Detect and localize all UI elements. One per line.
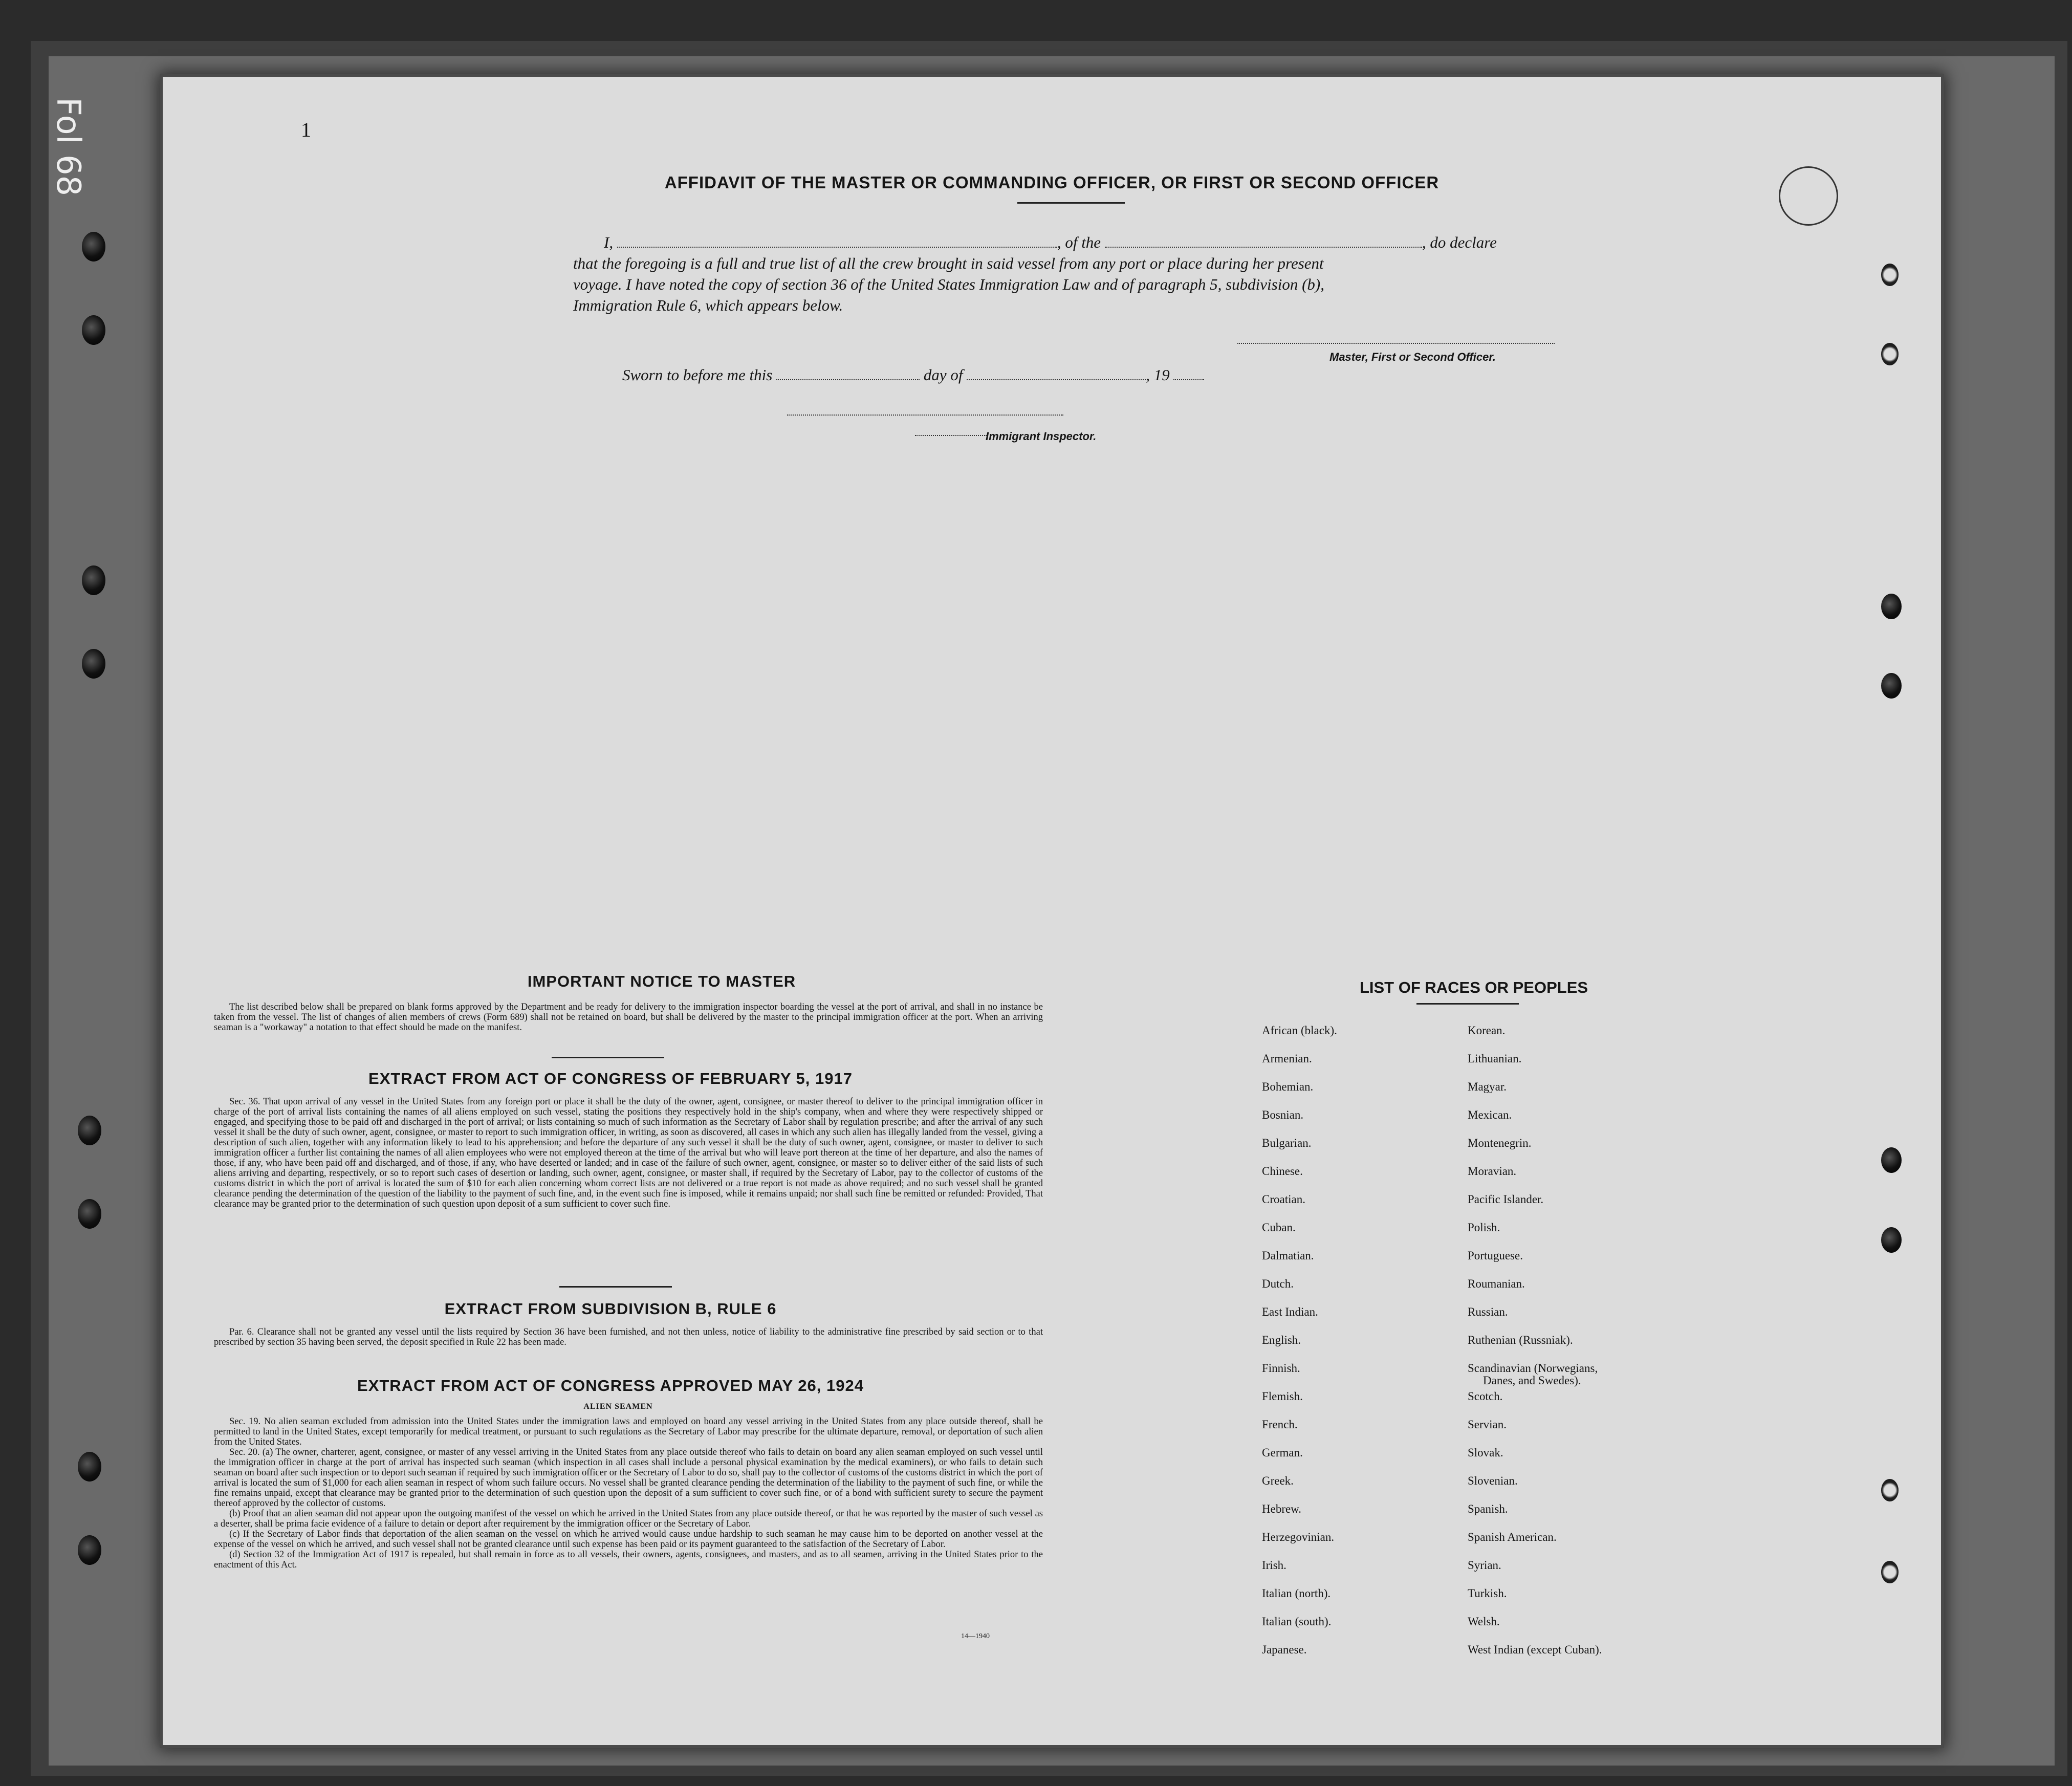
year-label: , 19: [1146, 366, 1170, 384]
print-code: 14—1940: [961, 1632, 990, 1640]
vessel-name-field[interactable]: [1105, 247, 1422, 248]
race-item: Italian (north).: [1262, 1587, 1331, 1600]
binder-hole: [78, 1199, 101, 1229]
notice-title: IMPORTANT NOTICE TO MASTER: [527, 972, 796, 990]
race-item: East Indian.: [1262, 1305, 1318, 1318]
race-item: Dalmatian.: [1262, 1249, 1314, 1262]
sworn-month-field[interactable]: [967, 379, 1146, 380]
race-item: Japanese.: [1262, 1643, 1307, 1656]
race-item: Dutch.: [1262, 1277, 1294, 1290]
race-item: Pacific Islander.: [1468, 1193, 1544, 1206]
binder-hole: [1881, 264, 1899, 286]
binder-hole: [78, 1535, 101, 1565]
race-item: Magyar.: [1468, 1080, 1507, 1093]
affidavit-title: AFFIDAVIT OF THE MASTER OR COMMANDING OFFICER, OR FIRST OR SECOND OFFICER: [664, 173, 1440, 192]
race-item: Ruthenian (Russniak).: [1468, 1334, 1573, 1346]
extract-1924-body: Sec. 19. No alien seaman excluded from admission into the United States under the immigration laws and employed on board any vessel arriving in the United States from any place outside thereof, shall be permitted to land in the United States, except temporarily for medical treatment, or pursuant to such regulations as the Secretary of Labor may prescribe for the ultimate departure, removal, or deportation of such alien from the United States. Sec. 20. (a) The owner, charterer, agent, consignee, or master of any vessel arriving in the United States from any place outside thereof who fails to detain on board any alien seaman employed on such vessel until the immigration officer in charge at the port of arrival has inspected such seaman (which inspection in all cases shall include a personal physical examination by the medical examiners), or who fails to detain such seaman on board after such inspection or to deport such seaman if required by such immigration officer or the Secretary of Labor to do so, shall pay to the collector of customs of the customs district in which the port of arrival is located the sum of $1,000 for each alien seaman in respect of whom such failure occurs. No vessel shall be granted clearance pending the determination of the liability to the payment of such fine, or while the fine remains unpaid, except that clearance may be granted prior to the determination of such question upon the deposit of a sum sufficient to cover such fine, or of a bond with sufficient surety to secure the payment thereof approved by the collector of customs. (b) Proof that an alien seaman did not appear upon the outgoing manifest of the vessel on which he arrived in the United States from any place outside thereof, or that he was reported by the master of such vessel as a deserter, shall be prima facie evidence of a failure to detain or deport after requirement by the immigration officer or the Secretary of Labor. (c) If the Secretary of Labor finds that deportation of the alien seaman on the vessel on which he arrived would cause undue hardship to such seaman he may cause him to be deported on another vessel at the expense of the vessel on which he arrived, and such vessel shall not be granted clearance until such expense has been paid or its payment guaranteed to the satisfaction of the Secretary of Labor. (d) Section 32 of the Immigration Act of 1917 is repealed, but shall remain in force as to all vessels, their owners, agents, consignees, and masters, and as to all seamen, arriving in the United States prior to the enactment of this Act.: [214, 1417, 1043, 1570]
race-item: Italian (south).: [1262, 1615, 1332, 1628]
race-item: Bulgarian.: [1262, 1137, 1312, 1149]
races-right-column: [1468, 1025, 1724, 1741]
race-item: Korean.: [1468, 1024, 1506, 1037]
race-item: Mexican.: [1468, 1108, 1512, 1121]
binder-hole: [82, 315, 105, 345]
inspector-signature-field[interactable]: [787, 415, 1063, 416]
day-of-label: day of: [923, 366, 963, 384]
sworn-line: [622, 366, 1204, 384]
sworn-year-field[interactable]: [1173, 379, 1204, 380]
binder-hole: [1881, 594, 1902, 619]
notice-rule: [552, 1057, 664, 1058]
affidavit-line-3: voyage. I have noted the copy of section 36 of the United States Immigration Law and of paragraph 5, subdivision (b),: [573, 275, 1324, 293]
race-item: Chinese.: [1262, 1165, 1303, 1178]
binder-hole: [1881, 1147, 1902, 1173]
race-item: Hebrew.: [1262, 1502, 1302, 1515]
extract-1917-title: EXTRACT FROM ACT OF CONGRESS OF FEBRUARY 5, 1917: [368, 1070, 853, 1087]
race-item: Cuban.: [1262, 1221, 1296, 1234]
binder-hole: [1881, 343, 1899, 365]
binder-hole: [82, 565, 105, 595]
binder-hole: [1881, 1479, 1899, 1501]
officer-signature-field[interactable]: [1237, 343, 1555, 344]
race-item: Welsh.: [1468, 1615, 1500, 1628]
race-item: Greek.: [1262, 1474, 1294, 1487]
vessel-label: , of the: [1057, 233, 1101, 251]
race-item: Herzegovinian.: [1262, 1531, 1335, 1543]
binder-hole: [82, 649, 105, 679]
sworn-label: Sworn to before me this: [622, 366, 773, 384]
notice-body: The list described below shall be prepared on blank forms approved by the Department and be ready for delivery to the immigration inspector boarding the vessel at the port of arrival, and shall in no instance be taken from the vessel. The list of changes of alien members of crews (Form 689) shall not be retained on board, but shall be delivered by the master to the principal immigration officer at the port. When an arriving seaman is a "workaway" a notation to that effect should be made on the manifest.: [214, 1002, 1043, 1033]
race-item: Slovak.: [1468, 1446, 1503, 1459]
race-item: French.: [1262, 1418, 1298, 1431]
race-item: Armenian.: [1262, 1052, 1312, 1065]
race-item: Croatian.: [1262, 1193, 1305, 1206]
extract-1917-body: Sec. 36. That upon arrival of any vessel in the United States from any foreign port or place it shall be the duty of the owner, agent, consignee, or master thereof to deliver to the principal immigration officer in charge of the port of arrival lists containing the names of all aliens employed on such vessel, stating the positions they respectively hold in the ship's company, when and where they were respectively shipped or engaged, and specifying those to be paid off and discharged in the port of arrival; or lists containing so much of such information as the Secretary of Labor shall by regulation prescribe; and after the arrival of any such vessel it shall be the duty of such owner, agent, consignee, or master to report to such immigration officer, in writing, as soon as discovered, all cases in which any such alien has illegally landed from the vessel, giving a description of such alien, together with any information likely to lead to his apprehension; and before the departure of any such vessel it shall be the duty of such owner, agent, consignee, or master to deliver to such immigration officer a further list containing the names of all alien employees who were not employed thereon at the time of the arrival but who will leave port thereon at the time of her departure, and also the names of those, if any, who have been paid off and discharged, and of those, if any, who have deserted or landed; and in case of the failure of such owner, agent, consignee, or master so to deliver either of the said lists of such aliens arriving and departing, respectively, or so to report such cases of desertion or landing, such owner, agent, consignee, or master shall, if required by the Secretary of Labor, pay to the collector of customs of the customs district in which the port of arrival is located the sum of $10 for each alien concerning whom correct lists are not delivered or a true report is not made as above required; and no such vessel shall be granted clearance pending the determination of the question of the liability to the payment of such fine, and, in the event such fine is imposed, while it remains unpaid; nor shall such fine be remitted or refunded: Provided, That clearance may be granted prior to the determination of such question upon deposit of a sum sufficient to cover such fine.: [214, 1097, 1043, 1209]
race-item: Turkish.: [1468, 1587, 1507, 1600]
binder-hole: [1881, 1561, 1899, 1583]
race-item: Syrian.: [1468, 1559, 1501, 1572]
race-item: Spanish American.: [1468, 1531, 1557, 1543]
affidavit-line-4: Immigration Rule 6, which appears below.: [573, 296, 843, 314]
race-item: West Indian (except Cuban).: [1468, 1643, 1602, 1656]
race-item: Servian.: [1468, 1418, 1507, 1431]
binder-hole: [82, 232, 105, 262]
race-item: Lithuanian.: [1468, 1052, 1522, 1065]
race-item: Moravian.: [1468, 1165, 1517, 1178]
race-item: Roumanian.: [1468, 1277, 1525, 1290]
binder-hole: [1881, 673, 1902, 699]
race-item: Bohemian.: [1262, 1080, 1314, 1093]
race-item: Bosnian.: [1262, 1108, 1304, 1121]
inspector-signature-field-2[interactable]: [915, 435, 987, 436]
race-item: Spanish.: [1468, 1502, 1508, 1515]
inspector-label: Immigrant Inspector.: [986, 430, 1097, 443]
declare-label: , do declare: [1422, 233, 1497, 251]
extract-1924-subtitle: ALIEN SEAMEN: [583, 1402, 653, 1411]
races-rule: [1416, 1003, 1519, 1005]
extract-1924-title: EXTRACT FROM ACT OF CONGRESS APPROVED MAY 26, 1924: [357, 1377, 864, 1395]
races-title: LIST OF RACES OR PEOPLES: [1359, 978, 1588, 996]
race-item: Irish.: [1262, 1559, 1286, 1572]
race-item: African (black).: [1262, 1024, 1337, 1037]
margin-note: Fol 68: [49, 97, 87, 197]
declarant-label: I,: [604, 233, 614, 251]
affidavit-text: [573, 232, 1561, 316]
title-rule: [1017, 202, 1125, 204]
manifest-page: [163, 77, 1941, 1745]
form-number: 1: [301, 118, 311, 141]
race-item: Polish.: [1468, 1221, 1500, 1234]
race-item: German.: [1262, 1446, 1303, 1459]
declarant-name-field[interactable]: [617, 247, 1057, 248]
race-item: English.: [1262, 1334, 1301, 1346]
race-item: Flemish.: [1262, 1390, 1303, 1403]
race-item: Danes, and Swedes).: [1483, 1374, 1581, 1387]
binder-hole: [78, 1452, 101, 1482]
race-item: Finnish.: [1262, 1362, 1300, 1375]
extract-rule6-body: Par. 6. Clearance shall not be granted any vessel until the lists required by Section 36 have been furnished, and not then unless, notice of liability to the administrative fine prescribed by said section or to that prescribed by section 35 having been served, the deposit specified in Rule 22 has been made.: [214, 1327, 1043, 1347]
race-item: Montenegrin.: [1468, 1137, 1532, 1149]
race-item: Portuguese.: [1468, 1249, 1523, 1262]
binder-hole: [78, 1116, 101, 1145]
extract-1917-rule: [559, 1286, 672, 1288]
races-left-column: [1262, 1025, 1456, 1741]
officer-signature-label: Master, First or Second Officer.: [1329, 351, 1496, 363]
binder-hole: [1881, 1227, 1902, 1253]
extract-rule6-title: EXTRACT FROM SUBDIVISION B, RULE 6: [444, 1300, 777, 1318]
affidavit-line-2: that the foregoing is a full and true list of all the crew brought in said vessel from any port or place during her present: [573, 254, 1324, 272]
sworn-day-field[interactable]: [776, 379, 920, 380]
race-item: Scotch.: [1468, 1390, 1503, 1403]
race-item: Slovenian.: [1468, 1474, 1518, 1487]
race-item: Russian.: [1468, 1305, 1508, 1318]
race-item: Scandinavian (Norwegians,: [1468, 1362, 1598, 1375]
